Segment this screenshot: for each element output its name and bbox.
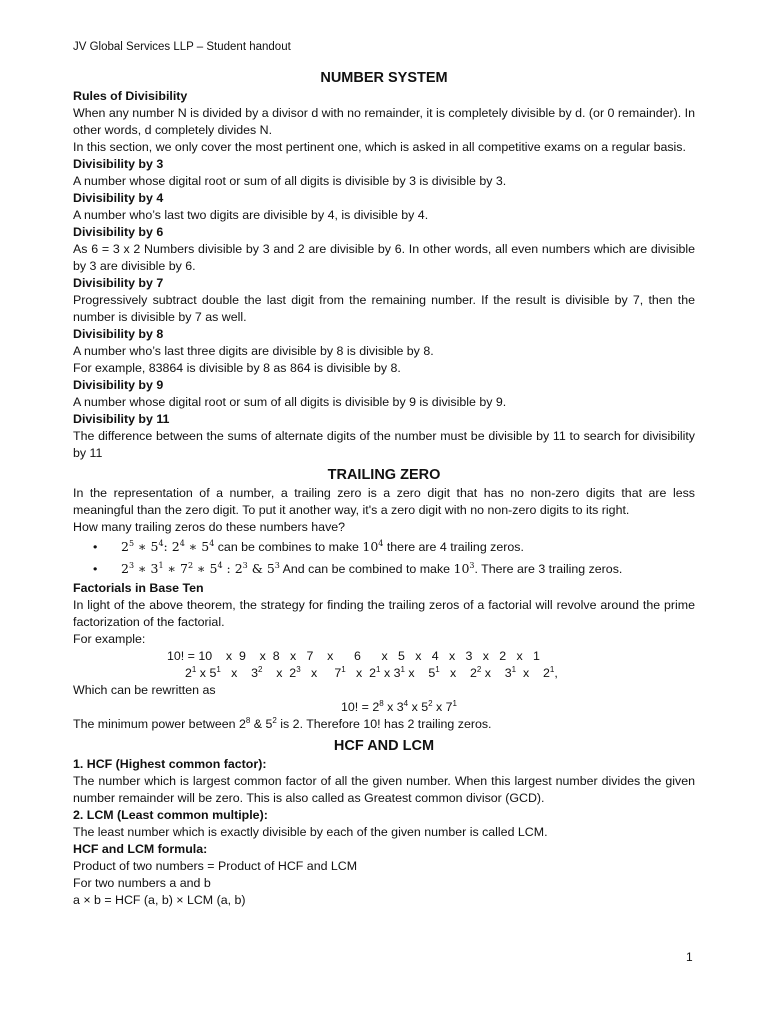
formula-line-3: a × b = HCF (a, b) × LCM (a, b) — [73, 893, 246, 907]
factorial-prime-factors: $2^1$ x $5^1$ x $3^2$ x $2^3$ x $7^1$ x $2^1$ x $3^1$ x $5^1$ x $2^2$ x $3^1$ x $2^1$, — [185, 664, 558, 680]
factorials-text: In light of the above theorem, the strategy for finding the trailing zeros of a factorial will revolve around the prime factorization of the factorial. — [73, 598, 695, 629]
intro-paragraph-1: When any number N is divided by a divisor d with no remainder, it is completely divisible by d. (or 0 remainder). In other words, d completely divides N. — [73, 106, 695, 137]
rule-text-11: The difference between the sums of alternate digits of the number must be divisible by 11 to search for divisibility by 11 — [73, 429, 695, 460]
factorial-expansion: 10! = 10 x 9 x 8 x 7 x 6 x 5 x 4 x 3 x 2 x 1 — [167, 649, 540, 663]
trailing-zero-intro: In the representation of a number, a trailing zero is a zero digit that has no non-zero digits that are less meaningful than the zero digit. To put it another way, it's a zero digit with no non-zero digits to its right. — [73, 486, 695, 517]
hcf-text: The number which is largest common factor of all the given number. When this largest number divides the given number remainder will be zero. This is also called as Greatest common divisor (GCD). — [73, 774, 695, 805]
trailing-zero-examples — [73, 536, 695, 580]
rewritten-label: Which can be rewritten as — [73, 683, 216, 697]
rule-heading-3: Divisibility by 3 — [73, 157, 164, 171]
rule-text-3: A number whose digital root or sum of all digits is divisible by 3 is divisible by 3. — [73, 174, 507, 188]
formula-line-1: Product of two numbers = Product of HCF and LCM — [73, 859, 358, 873]
rule-text-8: A number who’s last three digits are divisible by 8 is divisible by 8. — [73, 344, 434, 358]
lcm-text: The least number which is exactly divisible by each of the given number is called LCM. — [73, 825, 548, 839]
rule-heading-9: Divisibility by 9 — [73, 378, 164, 392]
min-power-note: The minimum power between $2^8$ & $5^2$ is 2. Therefore 10! has 2 trailing zeros. — [73, 715, 492, 731]
rule-text-4: A number who’s last two digits are divisible by 4, is divisible by 4. — [73, 208, 429, 222]
formula-heading: HCF and LCM formula: — [73, 842, 208, 856]
lcm-heading: 2. LCM (Least common multiple): — [73, 808, 268, 822]
rule-text-6: As 6 = 3 x 2 Numbers divisible by 3 and 2 are divisible by 6. In other words, all even numbers which are divisible by 3 are divisible by 6. — [73, 242, 695, 273]
trailing-zero-question: How many trailing zeros do these numbers have? — [73, 520, 346, 534]
rule-heading-11: Divisibility by 11 — [73, 412, 170, 426]
for-example-label: For example: — [73, 632, 146, 646]
rule-heading-7: Divisibility by 7 — [73, 276, 164, 290]
factorials-heading: Factorials in Base Ten — [73, 581, 204, 595]
rule-text-7: Progressively subtract double the last digit from the remaining number. If the result is divisible by 7, then the number is divisible by 7 as well. — [73, 293, 695, 324]
formula-line-2: For two numbers a and b — [73, 876, 211, 890]
section-title-number-system: NUMBER SYSTEM — [320, 70, 448, 86]
section-title-hcf-lcm: HCF AND LCM — [333, 738, 435, 754]
page-number: 1 — [686, 950, 693, 964]
page-header: JV Global Services LLP – Student handout — [73, 41, 291, 53]
hcf-heading: 1. HCF (Highest common factor): — [73, 757, 267, 771]
rules-heading: Rules of Divisibility — [73, 89, 188, 103]
rule-heading-4: Divisibility by 4 — [73, 191, 164, 205]
list-item: • $2^3$ ∗ $3^1$ ∗ $7^2$ ∗ $5^4$ : $2^3$ & $5^3$ And can be combined to make $10^3$. There are 3 trailing zeros. — [93, 558, 695, 580]
rule-example-8: For example, 83864 is divisible by 8 as 864 is divisible by 8. — [73, 361, 401, 375]
rule-heading-8: Divisibility by 8 — [73, 327, 164, 341]
intro-paragraph-2: In this section, we only cover the most pertinent one, which is asked in all competitive exams on a regular basis. — [73, 140, 686, 154]
document-body — [73, 68, 695, 909]
section-title-trailing-zero: TRAILING ZERO — [327, 467, 441, 483]
rule-heading-6: Divisibility by 6 — [73, 225, 164, 239]
rule-text-9: A number whose digital root or sum of all digits is divisible by 9 is divisible by 9. — [73, 395, 507, 409]
factorial-rewritten: 10! = $2^8$ x $3^4$ x $5^2$ x $7^1$ — [340, 698, 457, 714]
list-item: • $2^5$ ∗ $5^4$: $2^4$ ∗ $5^4$ can be combines to make $10^4$ there are 4 trailing zeros. — [93, 536, 695, 558]
